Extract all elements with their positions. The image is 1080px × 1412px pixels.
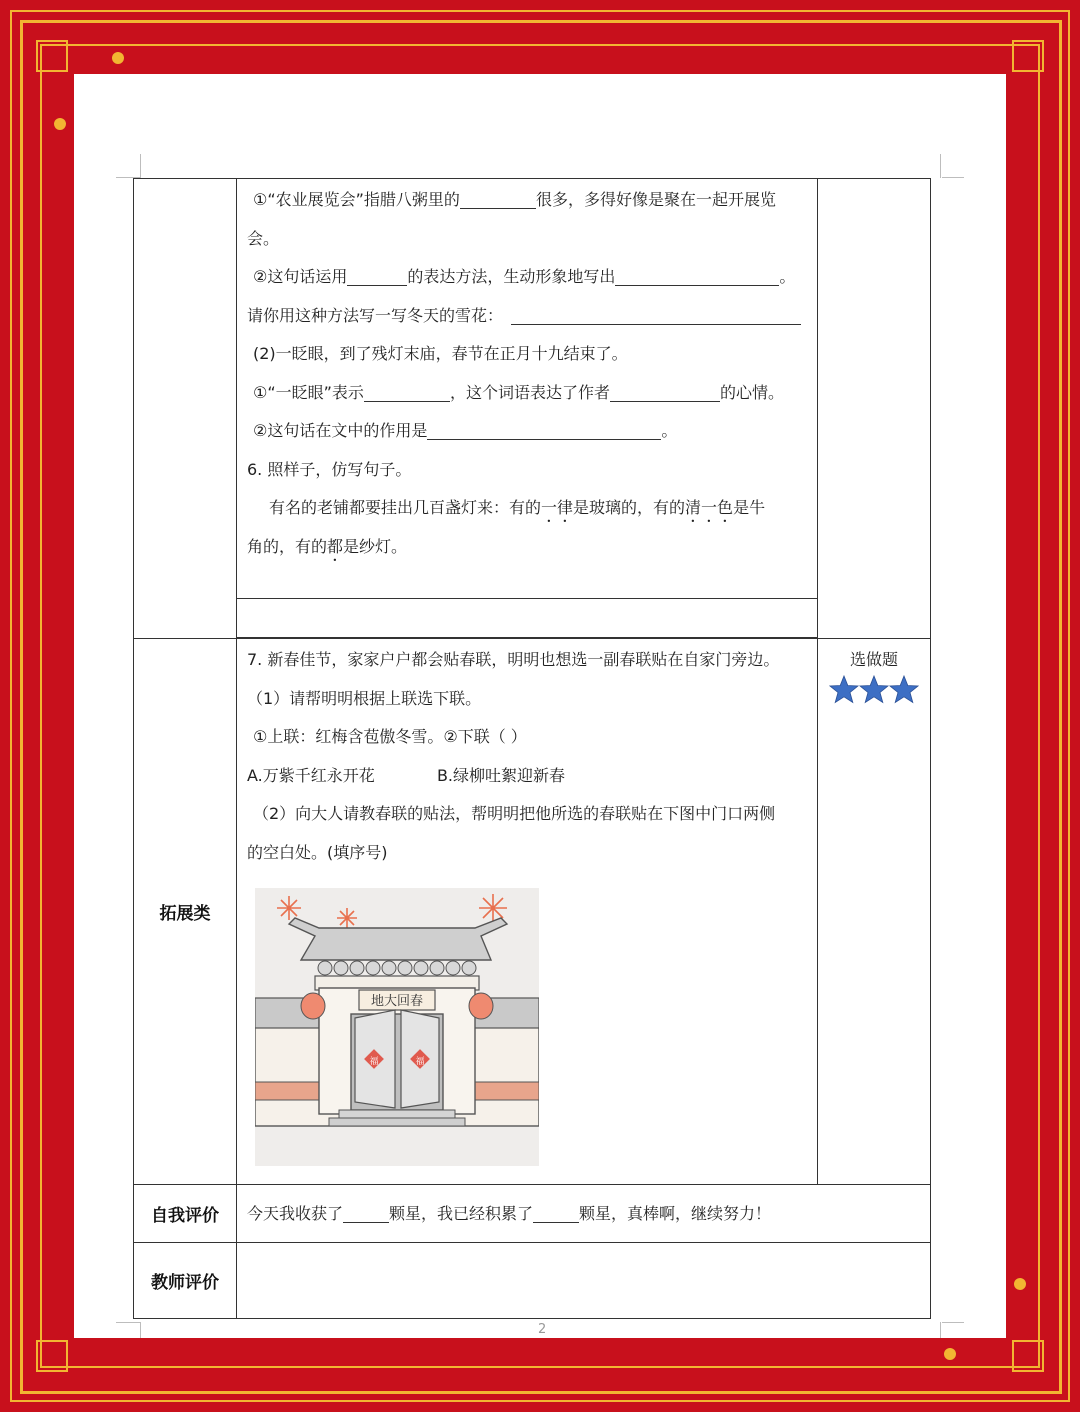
star-icon [890,676,918,703]
answer-blank[interactable] [427,421,661,440]
plaque-text: 地大回春 [370,994,424,1009]
corner-ornament [36,1340,68,1372]
extension-question-cell [237,639,818,1185]
row1-right-cell [818,179,931,639]
question-line: 的空白处。(填序号) [247,842,388,862]
choice-a[interactable]: A.万紫千红永开花 [247,765,375,785]
self-eval-cell [237,1185,931,1243]
stars-total-blank[interactable] [533,1204,579,1223]
corner-ornament [1012,40,1044,72]
gate-illustration[interactable] [255,888,539,1166]
question-line: ①“农业展览会”指腊八粥里的 很多，多得好像是聚在一起开展览 [253,190,776,209]
teacher-eval-cell[interactable] [237,1243,931,1319]
star-icon [860,676,888,703]
question-title: 6. 照样子，仿写句子。 [247,459,412,479]
worksheet-page [74,74,1006,1338]
question-line: （2）向大人请教春联的贴法，帮明明把他所选的春联贴在下图中门口两侧 [253,804,776,823]
gold-dot [1014,1278,1026,1290]
question-line: 请你用这种方法写一写冬天的雪花： [237,297,817,336]
gold-dot [54,118,66,130]
section-label: 拓展类 [134,639,237,1185]
optional-cell [818,639,931,1185]
choice-b[interactable]: B.绿柳吐絮迎新春 [436,765,566,785]
question-line: (2)一眨眼，到了残灯末庙，春节在正月十九结束了。 [253,344,628,363]
difficulty-stars [818,674,930,710]
choice-line [237,757,817,796]
question-line: ②这句话在文中的作用是 。 [253,421,678,440]
svg-text:福: 福 [415,1057,425,1067]
self-eval-label: 自我评价 [134,1185,237,1243]
question-line: ①“一眨眼”表示 ，这个词语表达了作者 的心情。 [253,382,784,402]
answer-blank[interactable] [511,306,801,325]
question-line: （1）请帮明明根据上联选下联。 [247,688,482,708]
answer-blank[interactable] [615,267,779,286]
gold-dot [112,52,124,64]
question-line: ①上联：红梅含苞傲冬雪。②下联（ ） [253,727,527,746]
self-eval-text: 今天我收获了 颗星，我已经积累了 颗星，真棒啊，继续努力！ [247,1203,772,1223]
question-line: 会。 [247,228,280,248]
answer-blank[interactable] [347,267,407,286]
stars-earned-blank[interactable] [343,1204,389,1223]
question-title: 7. 新春佳节，家家户户都会贴春联，明明也想选一副春联贴在自家门旁边。 [247,650,780,669]
worksheet-table [133,178,931,1319]
corner-ornament [36,40,68,72]
example-sentence: 有名的老铺都要挂出几百盏灯来：有的一律是玻璃的，有的清一色是牛 [269,498,766,517]
row1-label-cell [134,179,237,639]
answer-blank[interactable] [460,190,536,209]
answer-blank[interactable] [364,383,450,402]
svg-text:福: 福 [369,1057,379,1067]
answer-line[interactable] [237,599,817,638]
example-sentence: 角的，有的都是纱灯。 [247,536,408,556]
gold-dot [944,1348,956,1360]
question-line: ②这句话运用 的表达方法，生动形象地写出 。 [253,267,796,286]
star-icon [830,676,858,703]
page-number: 2 [538,1322,547,1337]
reading-questions-cell [237,179,818,639]
optional-label: 选做题 [849,650,898,669]
teacher-eval-label: 教师评价 [134,1243,237,1319]
answer-line[interactable] [237,574,817,599]
answer-blank[interactable] [610,383,720,402]
corner-ornament [1012,1340,1044,1372]
